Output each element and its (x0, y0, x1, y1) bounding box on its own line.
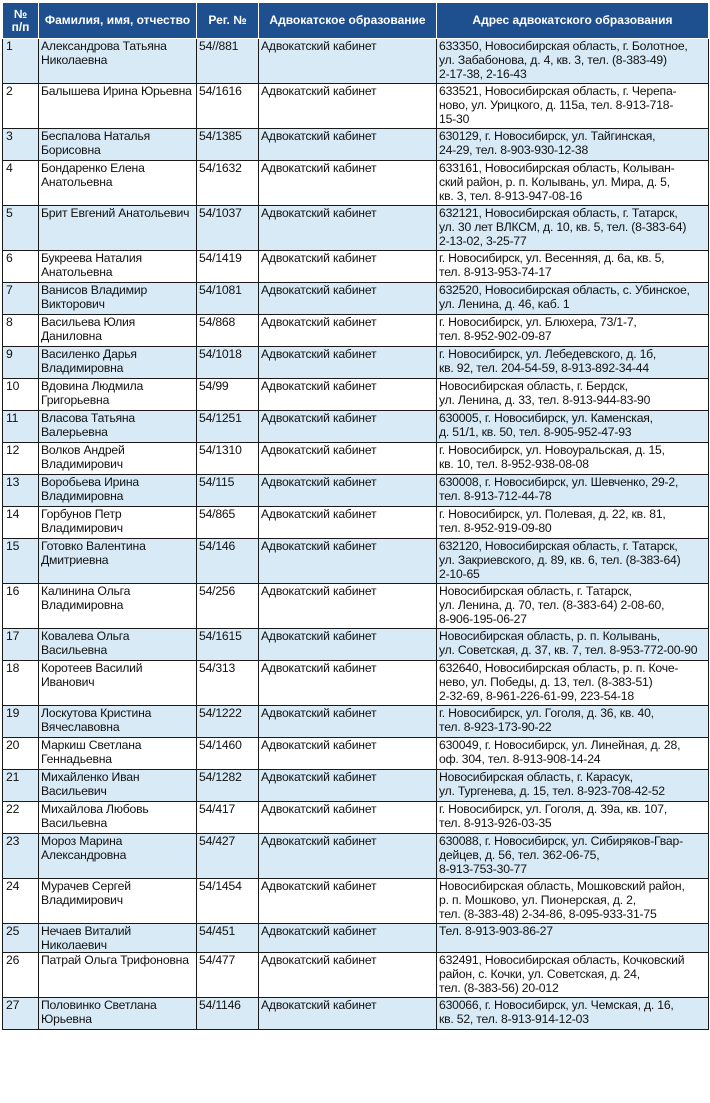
lawyer-name: Волков Андрей Владимирович (39, 443, 197, 475)
header-name: Фамилия, имя, отчество (39, 3, 197, 39)
row-num: 15 (3, 539, 39, 584)
lawyer-name: Ванисов Владимир Викторович (39, 283, 197, 315)
header-reg: Рег. № (197, 3, 259, 39)
organization: Адвокатский кабинет (259, 584, 437, 629)
row-num: 6 (3, 251, 39, 283)
address: Новосибирская область, г. Бердск, ул. Ленина, д. 33, тел. 8-913-944-83-90 (437, 379, 709, 411)
address: 632640, Новосибирская область, р. п. Коче- нево, ул. Победы, д. 13, тел. (8-383-51) 2-32-69, 8-961-226-61-99, 223-54-18 (437, 661, 709, 706)
address: г. Новосибирск, ул. Весенняя, д. 6а, кв. 5, тел. 8-913-953-74-17 (437, 251, 709, 283)
table-row (3, 998, 709, 1030)
header-address: Адрес адвокатского образования (437, 3, 709, 39)
lawyers-table (2, 2, 709, 1030)
organization: Адвокатский кабинет (259, 129, 437, 161)
reg-number: 54/1222 (197, 706, 259, 738)
table-row (3, 84, 709, 129)
address: 630005, г. Новосибирск, ул. Каменская, д. 51/1, кв. 50, тел. 8-905-952-47-93 (437, 411, 709, 443)
organization: Адвокатский кабинет (259, 802, 437, 834)
row-num: 24 (3, 879, 39, 924)
reg-number: 54/1251 (197, 411, 259, 443)
table-row (3, 347, 709, 379)
table-row (3, 283, 709, 315)
organization: Адвокатский кабинет (259, 379, 437, 411)
address: 630066, г. Новосибирск, ул. Чемская, д. 16, кв. 52, тел. 8-913-914-12-03 (437, 998, 709, 1030)
lawyer-name: Маркиш Светлана Геннадьевна (39, 738, 197, 770)
table-row (3, 507, 709, 539)
lawyer-name: Бондаренко Елена Анатольевна (39, 161, 197, 206)
address: 633521, Новосибирская область, г. Черепа- ново, ул. Урицкого, д. 115а, тел. 8-913-718- 15-30 (437, 84, 709, 129)
organization: Адвокатский кабинет (259, 39, 437, 84)
table-row (3, 953, 709, 998)
reg-number: 54/1454 (197, 879, 259, 924)
reg-number: 54/1460 (197, 738, 259, 770)
table-row (3, 879, 709, 924)
table-row (3, 379, 709, 411)
table-row (3, 770, 709, 802)
address: 630129, г. Новосибирск, ул. Тайгинская, 24-29, тел. 8-903-930-12-38 (437, 129, 709, 161)
address: 633350, Новосибирская область, г. Болотное, ул. Забабонова, д. 4, кв. 3, тел. (8-383-49) 2-17-38, 2-16-43 (437, 39, 709, 84)
address: 630088, г. Новосибирск, ул. Сибиряков-Гвар- дейцев, д. 56, тел. 362-06-75, 8-913-753-30-77 (437, 834, 709, 879)
organization: Адвокатский кабинет (259, 998, 437, 1030)
address: г. Новосибирск, ул. Гоголя, д. 36, кв. 40, тел. 8-923-173-90-22 (437, 706, 709, 738)
reg-number: 54/313 (197, 661, 259, 706)
lawyer-name: Балышева Ирина Юрьевна (39, 84, 197, 129)
row-num: 14 (3, 507, 39, 539)
row-num: 25 (3, 924, 39, 953)
lawyer-name: Горбунов Петр Владимирович (39, 507, 197, 539)
reg-number: 54/1018 (197, 347, 259, 379)
table-row (3, 629, 709, 661)
row-num: 5 (3, 206, 39, 251)
organization: Адвокатский кабинет (259, 283, 437, 315)
organization: Адвокатский кабинет (259, 738, 437, 770)
reg-number: 54/1616 (197, 84, 259, 129)
table-row (3, 539, 709, 584)
organization: Адвокатский кабинет (259, 706, 437, 738)
reg-number: 54/1632 (197, 161, 259, 206)
lawyer-name: Половинко Светлана Юрьевна (39, 998, 197, 1030)
lawyer-name: Лоскутова Кристина Вячеславовна (39, 706, 197, 738)
lawyer-name: Мороз Марина Александровна (39, 834, 197, 879)
header-org: Адвокатское образование (259, 3, 437, 39)
row-num: 26 (3, 953, 39, 998)
organization: Адвокатский кабинет (259, 507, 437, 539)
organization: Адвокатский кабинет (259, 834, 437, 879)
lawyer-name: Ковалева Ольга Васильевна (39, 629, 197, 661)
table-row (3, 206, 709, 251)
address: Новосибирская область, Мошковский район, р. п. Мошково, ул. Пионерская, д. 2, тел. (8-383-48) 2-34-86, 8-095-933-31-75 (437, 879, 709, 924)
header-num: № п/п (3, 3, 39, 39)
lawyer-name: Брит Евгений Анатольевич (39, 206, 197, 251)
organization: Адвокатский кабинет (259, 475, 437, 507)
lawyer-name: Букреева Наталия Анатольевна (39, 251, 197, 283)
row-num: 13 (3, 475, 39, 507)
row-num: 17 (3, 629, 39, 661)
reg-number: 54/477 (197, 953, 259, 998)
lawyer-name: Воробьева Ирина Владимировна (39, 475, 197, 507)
organization: Адвокатский кабинет (259, 924, 437, 953)
lawyer-name: Василенко Дарья Владимировна (39, 347, 197, 379)
lawyer-name: Михайленко Иван Васильевич (39, 770, 197, 802)
row-num: 7 (3, 283, 39, 315)
address: Тел. 8-913-903-86-27 (437, 924, 709, 953)
reg-number: 54/868 (197, 315, 259, 347)
row-num: 27 (3, 998, 39, 1030)
address: Новосибирская область, р. п. Колывань, ул. Советская, д. 37, кв. 7, тел. 8-953-772-00-90 (437, 629, 709, 661)
address: 632491, Новосибирская область, Кочковский район, с. Кочки, ул. Советская, д. 24, тел. (8-383-56) 20-012 (437, 953, 709, 998)
row-num: 22 (3, 802, 39, 834)
table-row (3, 251, 709, 283)
table-row (3, 924, 709, 953)
address: г. Новосибирск, ул. Полевая, д. 22, кв. 81, тел. 8-952-919-09-80 (437, 507, 709, 539)
lawyer-name: Коротеев Василий Иванович (39, 661, 197, 706)
reg-number: 54/1419 (197, 251, 259, 283)
table-row (3, 161, 709, 206)
organization: Адвокатский кабинет (259, 879, 437, 924)
address: 632120, Новосибирская область, г. Татарск, ул. Закриевского, д. 89, кв. 6, тел. (8-383-64) 2-10-65 (437, 539, 709, 584)
table-row (3, 802, 709, 834)
reg-number: 54/451 (197, 924, 259, 953)
row-num: 12 (3, 443, 39, 475)
reg-number: 54/865 (197, 507, 259, 539)
row-num: 16 (3, 584, 39, 629)
address: г. Новосибирск, ул. Лебедевского, д. 1б, кв. 92, тел. 204-54-59, 8-913-892-34-44 (437, 347, 709, 379)
address: 630049, г. Новосибирск, ул. Линейная, д. 28, оф. 304, тел. 8-913-908-14-24 (437, 738, 709, 770)
address: 630008, г. Новосибирск, ул. Шевченко, 29-2, тел. 8-913-712-44-78 (437, 475, 709, 507)
lawyer-name: Александрова Татьяна Николаевна (39, 39, 197, 84)
row-num: 11 (3, 411, 39, 443)
organization: Адвокатский кабинет (259, 84, 437, 129)
lawyer-name: Васильева Юлия Даниловна (39, 315, 197, 347)
lawyer-name: Мурачев Сергей Владимирович (39, 879, 197, 924)
row-num: 21 (3, 770, 39, 802)
table-row (3, 475, 709, 507)
row-num: 18 (3, 661, 39, 706)
table-header-row (3, 3, 709, 39)
table-row (3, 411, 709, 443)
reg-number: 54/1282 (197, 770, 259, 802)
reg-number: 54/1037 (197, 206, 259, 251)
reg-number: 54/256 (197, 584, 259, 629)
row-num: 1 (3, 39, 39, 84)
lawyer-name: Беспалова Наталья Борисовна (39, 129, 197, 161)
address: 633161, Новосибирская область, Колыван- ский район, р. п. Колывань, ул. Мира, д. 5, кв. 3, тел. 8-913-947-08-16 (437, 161, 709, 206)
reg-number: 54/1385 (197, 129, 259, 161)
reg-number: 54/146 (197, 539, 259, 584)
reg-number: 54/1146 (197, 998, 259, 1030)
table-row (3, 129, 709, 161)
row-num: 19 (3, 706, 39, 738)
table-row (3, 706, 709, 738)
organization: Адвокатский кабинет (259, 661, 437, 706)
lawyer-name: Нечаев Виталий Николаевич (39, 924, 197, 953)
table-body (3, 39, 709, 1030)
lawyer-name: Готовко Валентина Дмитриевна (39, 539, 197, 584)
address: 632520, Новосибирская область, с. Убинское, ул. Ленина, д. 46, каб. 1 (437, 283, 709, 315)
organization: Адвокатский кабинет (259, 443, 437, 475)
organization: Адвокатский кабинет (259, 411, 437, 443)
lawyer-name: Вдовина Людмила Григорьевна (39, 379, 197, 411)
organization: Адвокатский кабинет (259, 770, 437, 802)
table-row (3, 443, 709, 475)
lawyer-name: Калинина Ольга Владимировна (39, 584, 197, 629)
organization: Адвокатский кабинет (259, 251, 437, 283)
table-row (3, 584, 709, 629)
row-num: 2 (3, 84, 39, 129)
address: Новосибирская область, г. Карасук, ул. Тургенева, д. 15, тел. 8-923-708-42-52 (437, 770, 709, 802)
reg-number: 54//881 (197, 39, 259, 84)
organization: Адвокатский кабинет (259, 953, 437, 998)
reg-number: 54/1615 (197, 629, 259, 661)
table-row (3, 834, 709, 879)
table-row (3, 661, 709, 706)
organization: Адвокатский кабинет (259, 206, 437, 251)
table-row (3, 315, 709, 347)
address: 632121, Новосибирская область, г. Татарск, ул. 30 лет ВЛКСМ, д. 10, кв. 5, тел. (8-383-64) 2-13-02, 3-25-77 (437, 206, 709, 251)
organization: Адвокатский кабинет (259, 629, 437, 661)
row-num: 8 (3, 315, 39, 347)
table-row (3, 39, 709, 84)
row-num: 3 (3, 129, 39, 161)
lawyer-name: Михайлова Любовь Васильевна (39, 802, 197, 834)
address: г. Новосибирск, ул. Блюхера, 73/1-7, тел. 8-952-902-09-87 (437, 315, 709, 347)
reg-number: 54/1310 (197, 443, 259, 475)
address: г. Новосибирск, ул. Новоуральская, д. 15, кв. 10, тел. 8-952-938-08-08 (437, 443, 709, 475)
row-num: 23 (3, 834, 39, 879)
reg-number: 54/417 (197, 802, 259, 834)
reg-number: 54/115 (197, 475, 259, 507)
organization: Адвокатский кабинет (259, 539, 437, 584)
row-num: 4 (3, 161, 39, 206)
address: г. Новосибирск, ул. Гоголя, д. 39а, кв. 107, тел. 8-913-926-03-35 (437, 802, 709, 834)
table-row (3, 738, 709, 770)
reg-number: 54/99 (197, 379, 259, 411)
reg-number: 54/1081 (197, 283, 259, 315)
row-num: 10 (3, 379, 39, 411)
row-num: 20 (3, 738, 39, 770)
organization: Адвокатский кабинет (259, 347, 437, 379)
address: Новосибирская область, г. Татарск, ул. Ленина, д. 70, тел. (8-383-64) 2-08-60, 8-906-195-06-27 (437, 584, 709, 629)
reg-number: 54/427 (197, 834, 259, 879)
lawyer-name: Патрай Ольга Трифоновна (39, 953, 197, 998)
lawyer-name: Власова Татьяна Валерьевна (39, 411, 197, 443)
row-num: 9 (3, 347, 39, 379)
organization: Адвокатский кабинет (259, 161, 437, 206)
organization: Адвокатский кабинет (259, 315, 437, 347)
